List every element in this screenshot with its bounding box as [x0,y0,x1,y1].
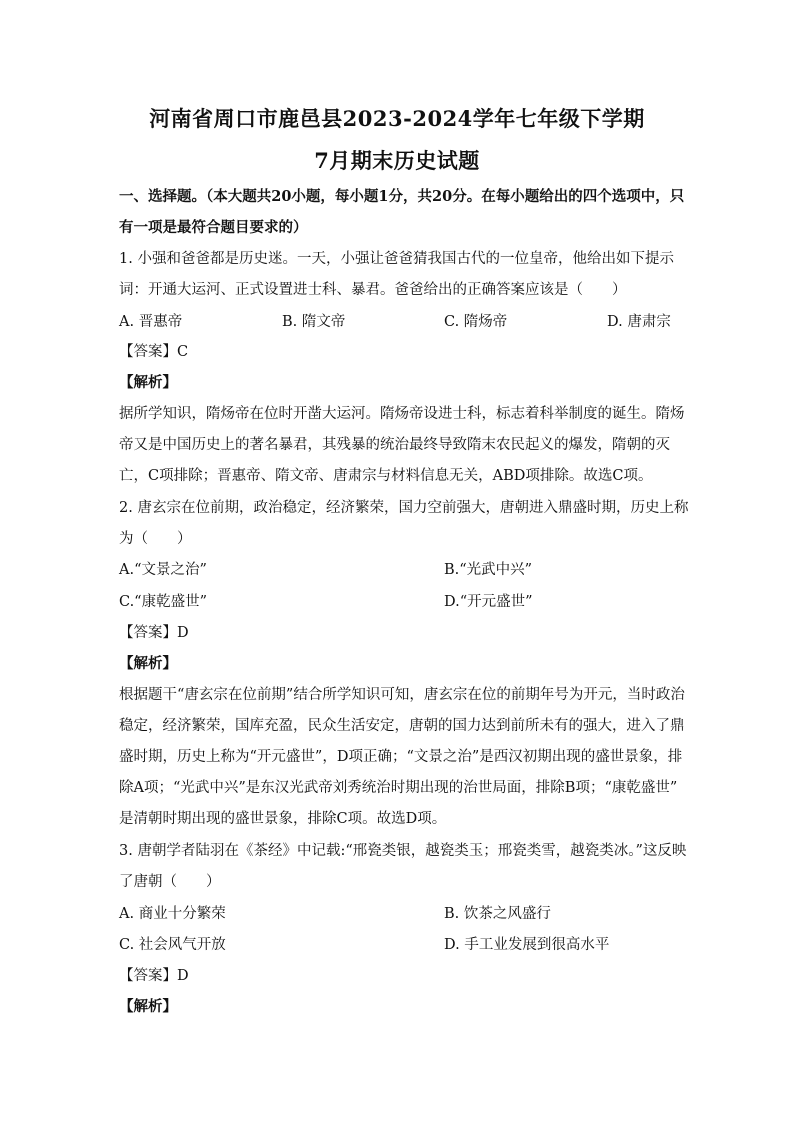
q1-analysis-line3: 亡，C项排除；晋惠帝、隋文帝、唐肃宗与材料信息无关，ABD项排除。故选C项。 [119,468,653,484]
q2-option-b: B.“光武中兴” [444,562,533,578]
q1-analysis-line1: 据所学知识，隋炀帝在位时开凿大运河。隋炀帝设进士科，标志着科举制度的诞生。隋炀 [119,406,685,422]
q2-stem-line1: 2. 唐玄宗在位前期，政治稳定，经济繁荣，国力空前强大，唐朝进入鼎盛时期，历史上称 [119,500,689,516]
q2-analysis-line2: 稳定，经济繁荣，国库充盈，民众生活安定，唐朝的国力达到前所未有的强大，进入了鼎 [119,718,685,734]
q2-analysis-line5: 是清朝时期出现的盛世景象，排除C项。故选D项。 [119,811,447,827]
q1-answer: 【答案】C [119,344,189,360]
q1-stem-line1: 1. 小强和爸爸都是历史迷。一天，小强让爸爸猜我国古代的一位皇帝，他给出如下提示 [119,251,674,267]
q2-analysis-label: 【解析】 [119,655,177,672]
q3-stem-line1: 3. 唐朝学者陆羽在《茶经》中记载:“邢瓷类银，越瓷类玉；邢瓷类雪，越瓷类冰。”这反映 [119,843,687,859]
q1-stem-line2: 词：开通大运河、正式设置进士科、暴君。爸爸给出的正确答案应该是（ ） [119,282,627,298]
q2-analysis-line4: 除A项；“光武中兴”是东汉光武帝刘秀统治时期出现的治世局面，排除B项；“康乾盛世” [119,780,678,796]
q1-option-d: D. 唐肃宗 [607,314,671,330]
q3-option-c: C. 社会风气开放 [119,937,226,953]
q1-option-a: A. 晋惠帝 [119,314,183,330]
q3-answer: 【答案】D [119,968,189,984]
section-heading: 一、选择题。（本大题共20小题，每小题1分，共20分。在每小题给出的四个选项中，只 [119,188,685,205]
q2-analysis-line1: 根据题干“唐玄宗在位前期”结合所学知识可知，唐玄宗在位的前期年号为开元，当时政治 [119,687,685,703]
q3-analysis-label: 【解析】 [119,998,177,1015]
q3-option-d: D. 手工业发展到很高水平 [444,937,610,953]
q1-option-c: C. 隋炀帝 [444,314,508,330]
section-heading-cont: 有一项是最符合题目要求的） [119,219,308,236]
q2-option-a: A.“文景之治” [119,562,207,578]
q3-option-b: B. 饮茶之风盛行 [444,906,551,922]
q1-analysis-label: 【解析】 [119,374,177,391]
q2-option-d: D.“开元盛世” [444,594,533,610]
q3-option-a: A. 商业十分繁荣 [119,906,226,922]
q1-analysis-line2: 帝又是中国历史上的著名暴君，其残暴的统治最终导致隋末农民起义的爆发，隋朝的灭 [119,437,670,453]
page-subtitle: 7月期末历史试题 [314,148,480,173]
q2-option-c: C.“康乾盛世” [119,594,208,610]
page-title: 河南省周口市鹿邑县2023-2024学年七年级下学期 [149,106,645,131]
q3-stem-line2: 了唐朝（ ） [119,874,221,890]
q2-analysis-line3: 盛时期，历史上称为“开元盛世”，D项正确；“文景之治”是西汉初期出现的盛世景象，排 [119,749,683,765]
q2-answer: 【答案】D [119,625,189,641]
q1-option-b: B. 隋文帝 [282,314,346,330]
q2-stem-line2: 为（ ） [119,531,192,547]
